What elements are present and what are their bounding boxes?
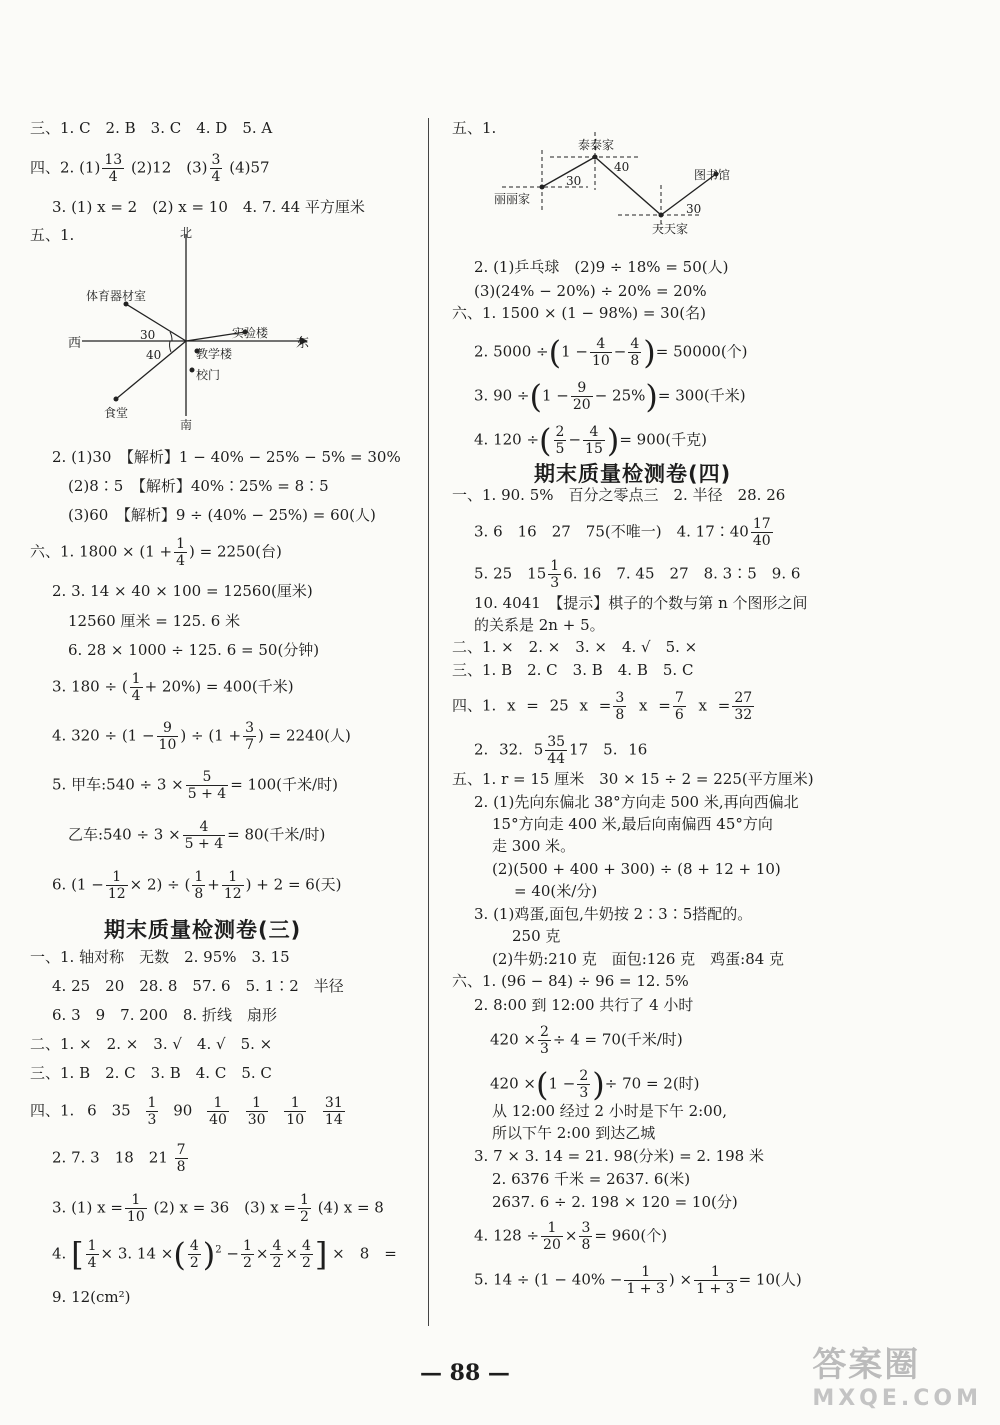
angle-label: 40	[146, 348, 162, 362]
answer-line: 二、1. × 2. × 3. √ 4. √ 5. ×	[30, 1035, 273, 1053]
answer-line: 三、1. C 2. B 3. C 4. D 5. A	[30, 119, 273, 137]
answer-line: 一、1. 轴对称 无数 2. 95% 3. 15	[30, 948, 290, 966]
answer-line: 4. [ $\frac{1}{4}$ × 3. 14 ×( $\frac{4}{2}$ )$^2$ − $\frac{1}{2}$ × $\frac{4}{2}$ × $\frac{4}{2}$ ] × 8 =	[52, 1235, 397, 1274]
house-label: 泰泰家	[578, 138, 615, 152]
answer-line: (2)牛奶:210 克 面包:126 克 鸡蛋:84 克	[492, 950, 785, 968]
answer-line: 2. 6376 千米 = 2637. 6(米)	[492, 1170, 691, 1188]
answer-line: 9. 12(cm²)	[52, 1288, 131, 1306]
answer-line: 420 ×(1 − $\frac{2}{3}$ )÷ 70 = 2(时)	[490, 1065, 700, 1104]
library-label: 图书馆	[694, 168, 731, 182]
answer-line: 5. 25 15 $\frac{1}{3}$ 6. 16 7. 45 27 8. 3∶5 9. 6	[474, 558, 801, 591]
angle-label: 40	[614, 160, 630, 174]
answer-line: 五、1. r = 15 厘米 30 × 15 ÷ 2 = 225(平方厘米)	[452, 770, 814, 788]
answer-line: 3. (1)鸡蛋,面包,牛奶按 2∶3∶5搭配的。	[474, 905, 753, 923]
answer-line: = 40(米/分)	[514, 882, 598, 900]
house-label: 天天家	[652, 222, 689, 236]
page-number: — 88 —	[420, 1360, 510, 1386]
north-label: 北	[180, 226, 193, 240]
answer-line: 从 12:00 经过 2 小时是下午 2:00,	[492, 1102, 728, 1120]
answer-line: 420 × $\frac{2}{3}$ ÷ 4 = 70(千米/时)	[490, 1024, 683, 1057]
answer-line: 6. (1 − $\frac{1}{12}$ × 2) ÷ ( $\frac{1}{8}$ + $\frac{1}{12}$ ) + 2 = 6(天)	[52, 869, 342, 902]
answer-line: 二、1. × 2. × 3. × 4. √ 5. ×	[452, 638, 698, 656]
answer-line: 2. (1)乒乓球 (2)9 ÷ 18% = 50(人)	[474, 258, 729, 276]
answer-line: 2. 8:00 到 12:00 共行了 4 小时	[474, 996, 694, 1014]
school-label: 教学楼	[196, 347, 233, 361]
section-heading: 期末质量检测卷(三)	[104, 918, 302, 942]
answer-line: 的关系是 2n + 5。	[474, 616, 605, 634]
answer-line: 2. 7. 3 18 21 $\frac{7}{8}$	[52, 1142, 186, 1175]
answer-line: 6. 28 × 1000 ÷ 125. 6 = 50(分钟)	[68, 641, 320, 659]
east-label: 东	[296, 336, 310, 351]
fraction: $\frac{13}{4}$	[104, 152, 123, 185]
answer-line: 2. 3. 14 × 40 × 100 = 12560(厘米)	[52, 582, 313, 600]
answer-line: (2)8∶5 【解析】40%∶25% = 8∶5	[68, 477, 329, 495]
house-label: 丽丽家	[494, 192, 531, 206]
answer-line: 六、1. 1800 × (1 + $\frac{1}{4}$ ) = 2250(台)	[30, 536, 282, 569]
answer-line: 3. (1) x = $\frac{1}{10}$ (2) x = 36 (3) x = $\frac{1}{2}$ (4) x = 8	[52, 1192, 384, 1225]
answer-line: 3. 6 16 27 75(不唯一) 4. 17∶40 $\frac{17}{40}$	[474, 516, 771, 549]
answer-line: 4. 128 ÷ $\frac{1}{20}$ × $\frac{3}{8}$ = 960(个)	[474, 1220, 668, 1253]
answer-line: 乙车:540 ÷ 3 × $\frac{4}{5 + 4}$ = 80(千米/时)	[68, 819, 326, 852]
answer-line: 3. 7 × 3. 14 = 21. 98(分米) = 2. 198 米	[474, 1147, 764, 1165]
answer-line: 5. 14 ÷ (1 − 40% − $\frac{1}{1 + 3}$ ) × $\frac{1}{1 + 3}$ = 10(人)	[474, 1264, 802, 1297]
lab-label: 实验楼	[232, 326, 269, 340]
answer-line: 4. 25 20 28. 8 57. 6 5. 1∶2 半径	[52, 977, 344, 995]
answer-line: 3. 90 ÷(1 − $\frac{9}{20}$ − 25%)= 300(千米)	[474, 377, 746, 416]
answer-line: 2. (1)30 【解析】1 − 40% − 25% − 5% = 30%	[52, 448, 401, 466]
answer-line: 六、1. 1500 × (1 − 98%) = 30(名)	[452, 304, 706, 322]
canteen-label: 食堂	[104, 406, 129, 420]
answer-line: 五、1.	[30, 226, 75, 244]
answer-line: 2637. 6 ÷ 2. 198 × 120 = 10(分)	[492, 1193, 738, 1211]
angle-label: 30	[686, 202, 702, 216]
answer-line: 四、1. x = 25 x = $\frac{3}{8}$ x = $\frac{7}{6}$ x = $\frac{27}{32}$	[452, 690, 753, 723]
answer-line: (3)(24% − 20%) ÷ 20% = 20%	[474, 282, 707, 300]
answer-line: 六、1. (96 − 84) ÷ 96 = 12. 5%	[452, 972, 689, 990]
answer-line: 2. 32. 5 $\frac{35}{44}$ 17 5. 16	[474, 734, 648, 767]
watermark: 答案圈 MXQE.COM	[812, 1345, 982, 1411]
angle-label: 30	[140, 328, 156, 342]
gym-label: 体育器材室	[86, 289, 147, 303]
answer-line: 4. 320 ÷ (1 − $\frac{9}{10}$ ) ÷ (1 + $\frac{3}{7}$ ) = 2240(人)	[52, 720, 351, 753]
route-diagram	[492, 130, 792, 240]
gate-label: 校门	[196, 368, 221, 382]
section-heading: 期末质量检测卷(四)	[534, 462, 732, 486]
answer-line: 15°方向走 400 米,最后向南偏西 45°方向	[492, 815, 773, 833]
answer-line: 3. 180 ÷ ( $\frac{1}{4}$ + 20%) = 400(千米)	[52, 671, 294, 704]
answer-line: 一、1. 90. 5% 百分之零点三 2. 半径 28. 26	[452, 486, 786, 504]
answer-line: 2. 5000 ÷(1 − $\frac{4}{10}$ − $\frac{4}{8}$ )= 50000(个)	[474, 333, 748, 372]
answer-line: 6. 3 9 7. 200 8. 折线 扇形	[52, 1006, 277, 1024]
answer-line: 三、1. B 2. C 3. B 4. B 5. C	[452, 661, 694, 679]
answer-line: 四、2. (1) $\frac{13}{4}$ (2)12 (3) $\frac{3}{4}$ (4)57	[30, 152, 270, 185]
answer-line: 三、1. B 2. C 3. B 4. C 5. C	[30, 1064, 272, 1082]
answer-line: 10. 4041 【提示】棋子的个数与第 n 个图形之间	[474, 594, 808, 612]
answer-line: 250 克	[512, 927, 561, 945]
answer-line: 所以下午 2:00 到达乙城	[492, 1124, 656, 1142]
west-label: 西	[68, 336, 82, 351]
south-label: 南	[180, 418, 193, 432]
answer-line: 2. (1)先向东偏北 38°方向走 500 米,再向西偏北	[474, 793, 799, 811]
answer-line: 12560 厘米 = 125. 6 米	[68, 612, 241, 630]
answer-line: 3. (1) x = 2 (2) x = 10 4. 7. 44 平方厘米	[52, 198, 365, 216]
answer-line: 4. 120 ÷( $\frac{2}{5}$ − $\frac{4}{15}$ )= 900(千克)	[474, 421, 708, 460]
answer-line: 走 300 米。	[492, 837, 576, 855]
answer-line: 5. 甲车:540 ÷ 3 × $\frac{5}{5 + 4}$ = 100(千米/时)	[52, 769, 338, 802]
angle-label: 30	[566, 174, 582, 188]
column-divider	[428, 118, 429, 1326]
answer-line: 五、1.	[452, 119, 497, 137]
direction-diagram	[60, 224, 320, 424]
answer-line: 四、1. 6 35 $\frac{1}{3}$ 90 $\frac{1}{40}$ $\frac{1}{30}$ $\frac{1}{10}$ $\frac{31}{14}$	[30, 1095, 343, 1128]
answer-line: (2)(500 + 400 + 300) ÷ (8 + 12 + 10)	[492, 860, 781, 878]
answer-line: (3)60 【解析】9 ÷ (40% − 25%) = 60(人)	[68, 506, 376, 524]
fraction: $\frac{3}{4}$	[211, 152, 221, 185]
